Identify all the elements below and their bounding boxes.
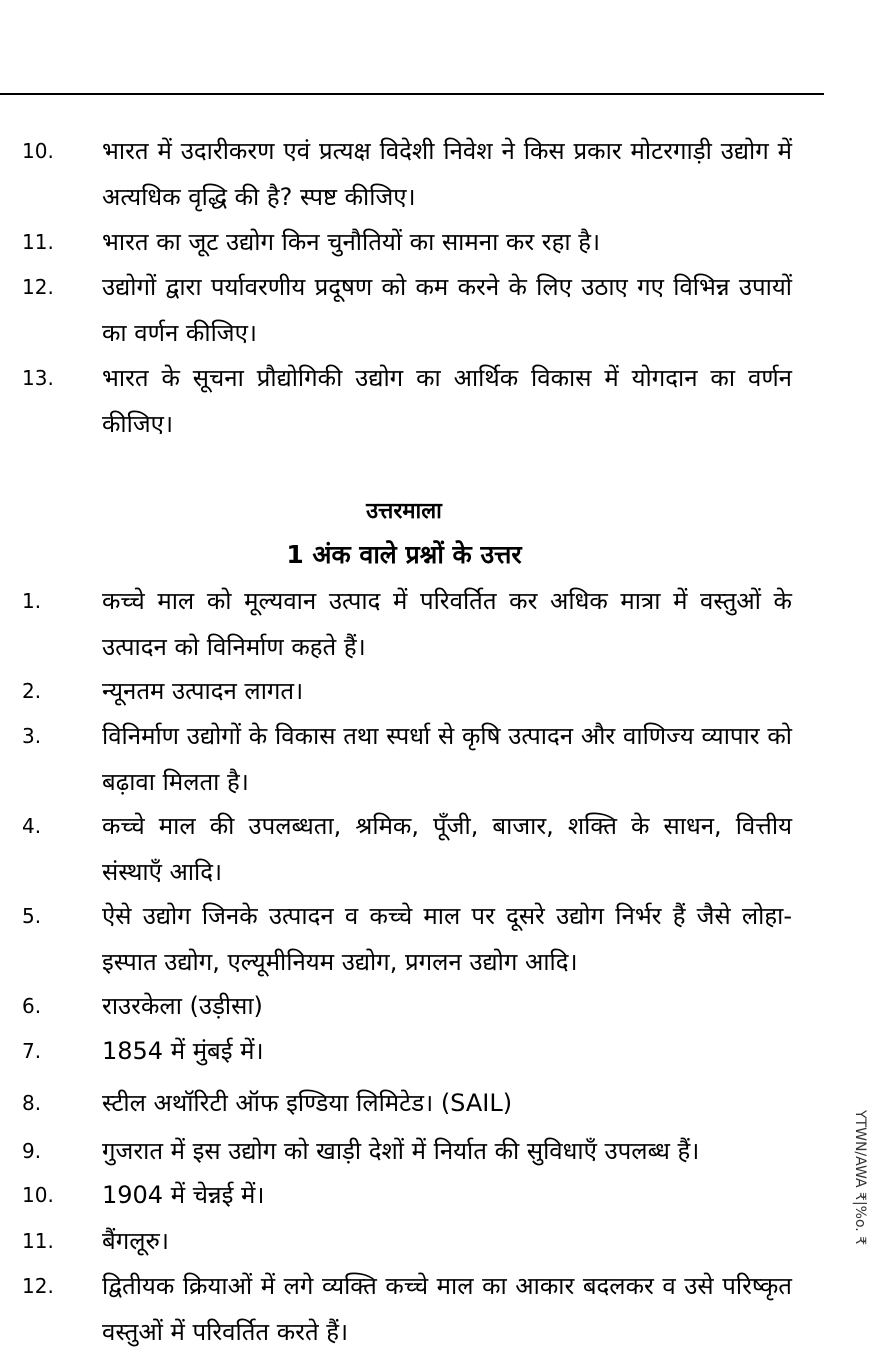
answer-text: गुजरात में इस उद्योग को खाड़ी देशों में निर्यात की सुविधाएँ उपलब्ध हैं। xyxy=(102,1137,700,1165)
answer-number: 12. xyxy=(22,1274,54,1298)
question-text: उद्योगों द्वारा पर्यावरणीय प्रदूषण को कम करने के लिए उठाए गए विभिन्न उपायों का वर्णन कीजिए। xyxy=(102,273,792,347)
answer-text: 1854 में मुंबई में। xyxy=(102,1037,264,1065)
answer-item xyxy=(22,803,792,895)
answer-item xyxy=(22,1172,792,1218)
top-rule xyxy=(0,93,824,95)
answer-text: बैंगलूरु। xyxy=(102,1227,169,1255)
answer-text: न्यूनतम उत्पादन लागत। xyxy=(102,677,304,705)
answer-item xyxy=(22,578,792,670)
answer-text: कच्चे माल की उपलब्धता, श्रमिक, पूँजी, बाजार, शक्ति के साधन, वित्तीय संस्थाएँ आदि। xyxy=(102,812,792,886)
answer-number: 4. xyxy=(22,814,42,838)
question-item xyxy=(22,219,792,265)
answer-item xyxy=(22,1218,792,1264)
answer-item xyxy=(22,1263,792,1355)
answer-item xyxy=(22,1028,792,1074)
answer-item xyxy=(22,668,792,714)
answer-item xyxy=(22,893,792,985)
answer-item xyxy=(22,983,792,1029)
answer-number: 6. xyxy=(22,994,42,1018)
question-number: 12. xyxy=(22,275,54,299)
answer-number: 7. xyxy=(22,1039,42,1063)
answer-text: कच्चे माल को मूल्यवान उत्पाद में परिवर्तित कर अधिक मात्रा में वस्तुओं के उत्पादन को विनिर्माण कहते हैं। xyxy=(102,587,792,661)
answer-item xyxy=(22,713,792,805)
answer-number: 8. xyxy=(22,1091,42,1115)
question-number: 11. xyxy=(22,230,54,254)
answer-text: विनिर्माण उद्योगों के विकास तथा स्पर्धा से कृषि उत्पादन और वाणिज्य व्यापार को बढ़ावा मिलता है। xyxy=(102,722,792,796)
answer-item xyxy=(22,1080,792,1126)
answer-text: स्टील अथॉरिटी ऑफ इण्डिया लिमिटेड। (SAIL) xyxy=(102,1089,513,1117)
question-text: भारत का जूट उद्योग किन चुनौतियों का सामना कर रहा है। xyxy=(102,228,601,256)
answer-item xyxy=(22,1128,792,1174)
question-item xyxy=(22,264,792,356)
answers-title: उत्तरमाला xyxy=(366,499,442,524)
answer-text: राउरकेला (उड़ीसा) xyxy=(102,992,263,1020)
answer-number: 5. xyxy=(22,904,42,928)
question-number: 10. xyxy=(22,139,54,163)
answer-number: 3. xyxy=(22,724,42,748)
answer-text: द्वितीयक क्रियाओं में लगे व्यक्ति कच्चे माल का आकार बदलकर व उसे परिष्कृत वस्तुओं में परिवर्तित करते हैं। xyxy=(102,1272,792,1346)
question-number: 13. xyxy=(22,366,54,390)
question-item xyxy=(22,128,792,220)
answer-number: 1. xyxy=(22,589,42,613)
answer-number: 2. xyxy=(22,679,42,703)
answer-text: 1904 में चेन्नई में। xyxy=(102,1181,265,1209)
question-item xyxy=(22,355,792,447)
answer-number: 10. xyxy=(22,1183,54,1207)
answer-text: ऐसे उद्योग जिनके उत्पादन व कच्चे माल पर दूसरे उद्योग निर्भर हैं जैसे लोहा-इस्पात उद्योग, एल्यूमीनियम उद्योग, प्रगलन उद्योग आदि। xyxy=(102,902,792,976)
side-margin-note: YTWN/AWA ₹|%o. ₹ xyxy=(852,1110,868,1246)
answer-number: 9. xyxy=(22,1139,42,1163)
question-text: भारत के सूचना प्रौद्योगिकी उद्योग का आर्थिक विकास में योगदान का वर्णन कीजिए। xyxy=(102,364,792,438)
answer-number: 11. xyxy=(22,1229,54,1253)
question-text: भारत में उदारीकरण एवं प्रत्यक्ष विदेशी निवेश ने किस प्रकार मोटरगाड़ी उद्योग में अत्यधिक वृद्धि की है? स्पष्ट कीजिए। xyxy=(102,137,792,211)
answers-subtitle: 1 अंक वाले प्रश्नों के उत्तर xyxy=(286,540,522,569)
